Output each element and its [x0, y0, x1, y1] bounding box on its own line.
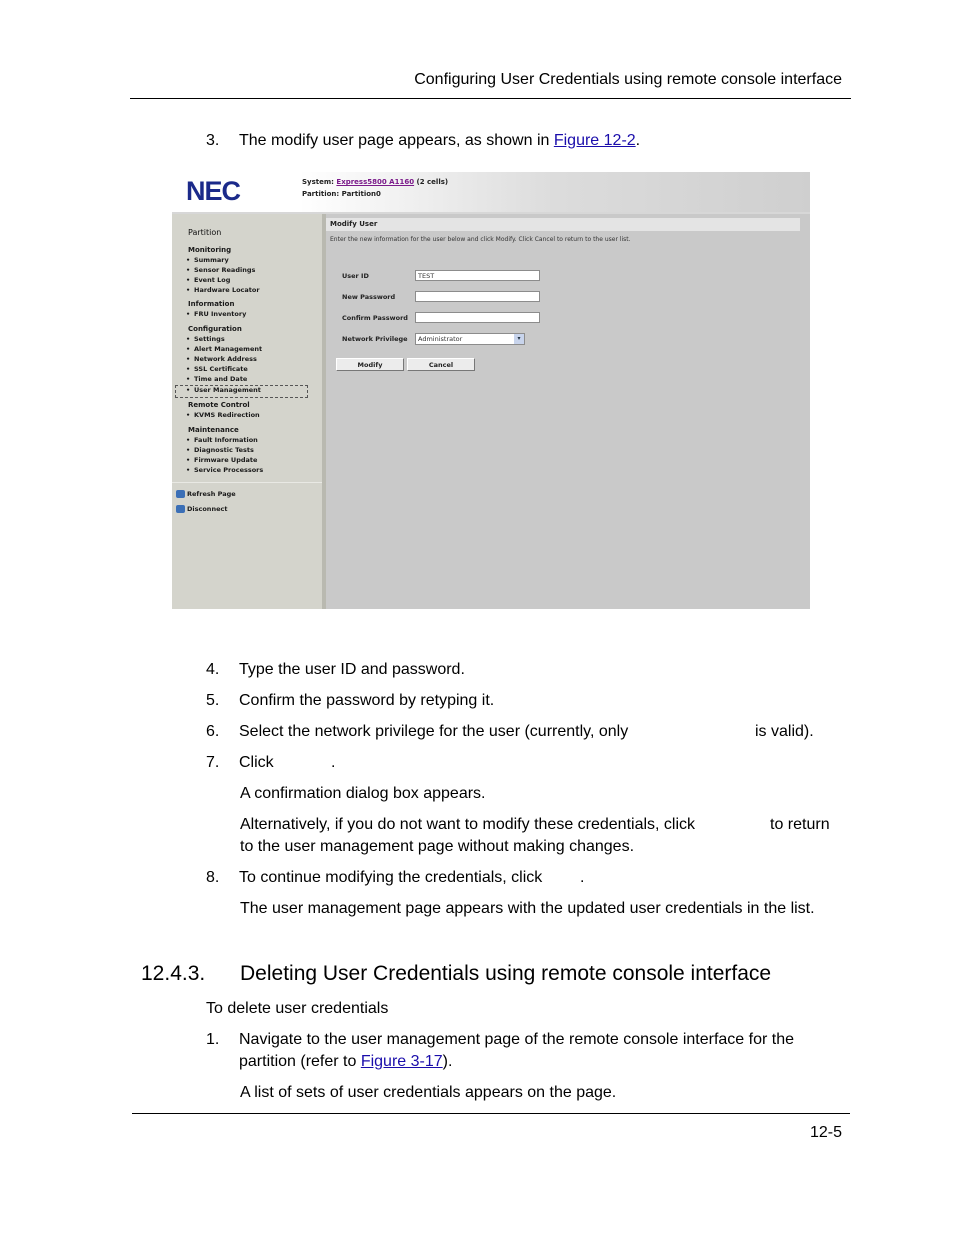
- nav-section-configuration: Configuration: [188, 325, 242, 333]
- del-step-1-line-2-after: ).: [442, 1053, 453, 1070]
- step-8-text-after: .: [580, 869, 585, 886]
- step-8-para: The user management page appears with the updated user credentials in the list.: [240, 900, 815, 917]
- del-step-1-line-1: Navigate to the user management page of the remote console interface for the: [239, 1031, 794, 1048]
- nav-item-settings[interactable]: • Settings: [186, 335, 225, 343]
- partition-line: Partition: Partition0: [302, 190, 381, 198]
- step-6-text-after: is valid).: [755, 723, 814, 740]
- new-password-label: New Password: [342, 293, 396, 301]
- nav-item-diagnostic-tests[interactable]: • Diagnostic Tests: [186, 446, 254, 454]
- section-intro: To delete user credentials: [206, 1000, 389, 1017]
- nav-item-service-processors[interactable]: • Service Processors: [186, 466, 264, 474]
- cancel-button[interactable]: Cancel: [407, 358, 475, 371]
- nav-partition-heading: Partition: [188, 228, 222, 237]
- nav-separator: [172, 482, 322, 483]
- user-id-input[interactable]: TEST: [415, 270, 540, 281]
- nav-item-kvms-redirection[interactable]: • KVMS Redirection: [186, 411, 260, 419]
- header-rule: [130, 98, 851, 99]
- nav-item-summary[interactable]: • Summary: [186, 256, 229, 264]
- step-3-text: [239, 130, 640, 152]
- chevron-down-icon: ▾: [514, 334, 524, 344]
- system-info: [302, 176, 448, 200]
- nav-item-event-log[interactable]: • Event Log: [186, 276, 231, 284]
- system-label: System:: [302, 178, 337, 186]
- refresh-icon: [176, 490, 185, 498]
- nav-item-time-and-date[interactable]: • Time and Date: [186, 375, 248, 383]
- user-id-label: User ID: [342, 272, 369, 280]
- modify-user-panel: [326, 214, 810, 609]
- nav-item-sensor-readings[interactable]: • Sensor Readings: [186, 266, 256, 274]
- del-step-1-line-2-before: partition (refer to: [239, 1053, 361, 1070]
- confirm-password-label: Confirm Password: [342, 314, 408, 322]
- disconnect-icon: [176, 505, 185, 513]
- step-8-number: 8.: [206, 869, 220, 886]
- nav-section-maintenance: Maintenance: [188, 426, 239, 434]
- step-7-para-2-before: Alternatively, if you do not want to modify these credentials, click: [240, 816, 696, 833]
- nav-item-fru-inventory[interactable]: • FRU Inventory: [186, 310, 247, 318]
- del-step-1-line-2: [239, 1051, 452, 1073]
- panel-description: Enter the new information for the user below and click Modify. Click Cancel to return to the user list.: [330, 236, 631, 243]
- nav-item-fault-information[interactable]: • Fault Information: [186, 436, 258, 444]
- nav-item-hardware-locator[interactable]: • Hardware Locator: [186, 286, 260, 294]
- nav-sidebar: [172, 214, 322, 609]
- nav-section-monitoring: Monitoring: [188, 246, 232, 254]
- nav-section-remote-control: Remote Control: [188, 401, 250, 409]
- step-7-text-before: Click: [239, 754, 274, 771]
- running-header-title: Configuring User Credentials using remote console interface: [414, 71, 842, 88]
- nav-section-information: Information: [188, 300, 235, 308]
- nav-refresh-page[interactable]: Refresh Page: [176, 490, 236, 498]
- network-privilege-select[interactable]: [415, 333, 525, 345]
- step-4-text: Type the user ID and password.: [239, 661, 465, 678]
- step-5-number: 5.: [206, 692, 220, 709]
- modify-button[interactable]: Modify: [336, 358, 404, 371]
- step-3-text-after: .: [635, 132, 641, 149]
- new-password-input[interactable]: [415, 291, 540, 302]
- screenshot-header-bar: [172, 172, 810, 212]
- step-7-para-2-after: to return: [770, 816, 830, 833]
- panel-title: Modify User: [326, 218, 800, 231]
- nav-item-network-address[interactable]: • Network Address: [186, 355, 257, 363]
- modify-user-screenshot: [172, 172, 810, 609]
- nec-logo: NEC: [186, 176, 241, 206]
- step-7-para-1: A confirmation dialog box appears.: [240, 785, 486, 802]
- footer-rule: [132, 1113, 850, 1114]
- system-link[interactable]: Express5800 A1160: [336, 178, 415, 186]
- section-number: 12.4.3.: [141, 962, 206, 985]
- system-cells: (2 cells): [414, 178, 449, 186]
- step-6-text-before: Select the network privilege for the user (currently, only: [239, 723, 629, 740]
- nav-item-alert-management[interactable]: • Alert Management: [186, 345, 263, 353]
- confirm-password-input[interactable]: [415, 312, 540, 323]
- step-4-number: 4.: [206, 661, 220, 678]
- nav-item-firmware-update[interactable]: • Firmware Update: [186, 456, 258, 464]
- step-3-number: 3.: [206, 132, 220, 149]
- step-7-text-after: .: [331, 754, 336, 771]
- page-number: 12-5: [809, 1124, 842, 1141]
- step-5-text: Confirm the password by retyping it.: [239, 692, 495, 709]
- del-step-1-number: 1.: [206, 1031, 220, 1048]
- nav-item-ssl-certificate[interactable]: • SSL Certificate: [186, 365, 248, 373]
- network-privilege-label: Network Privilege: [342, 335, 408, 343]
- step-8-text-before: To continue modifying the credentials, click: [239, 869, 543, 886]
- figure-12-2-link[interactable]: Figure 12-2: [553, 132, 636, 149]
- nav-disconnect[interactable]: Disconnect: [176, 505, 227, 513]
- step-3-text-before: The modify user page appears, as shown in: [239, 132, 554, 149]
- del-step-1-para: A list of sets of user credentials appears on the page.: [240, 1084, 617, 1101]
- figure-3-17-link[interactable]: Figure 3-17: [360, 1053, 443, 1070]
- step-7-para-2-line-2: to the user management page without making changes.: [240, 838, 635, 855]
- section-title: Deleting User Credentials using remote console interface: [240, 962, 772, 985]
- step-6-number: 6.: [206, 723, 220, 740]
- step-7-number: 7.: [206, 754, 220, 771]
- network-privilege-value: Administrator: [418, 335, 463, 343]
- nav-item-user-management[interactable]: • User Management: [186, 386, 261, 394]
